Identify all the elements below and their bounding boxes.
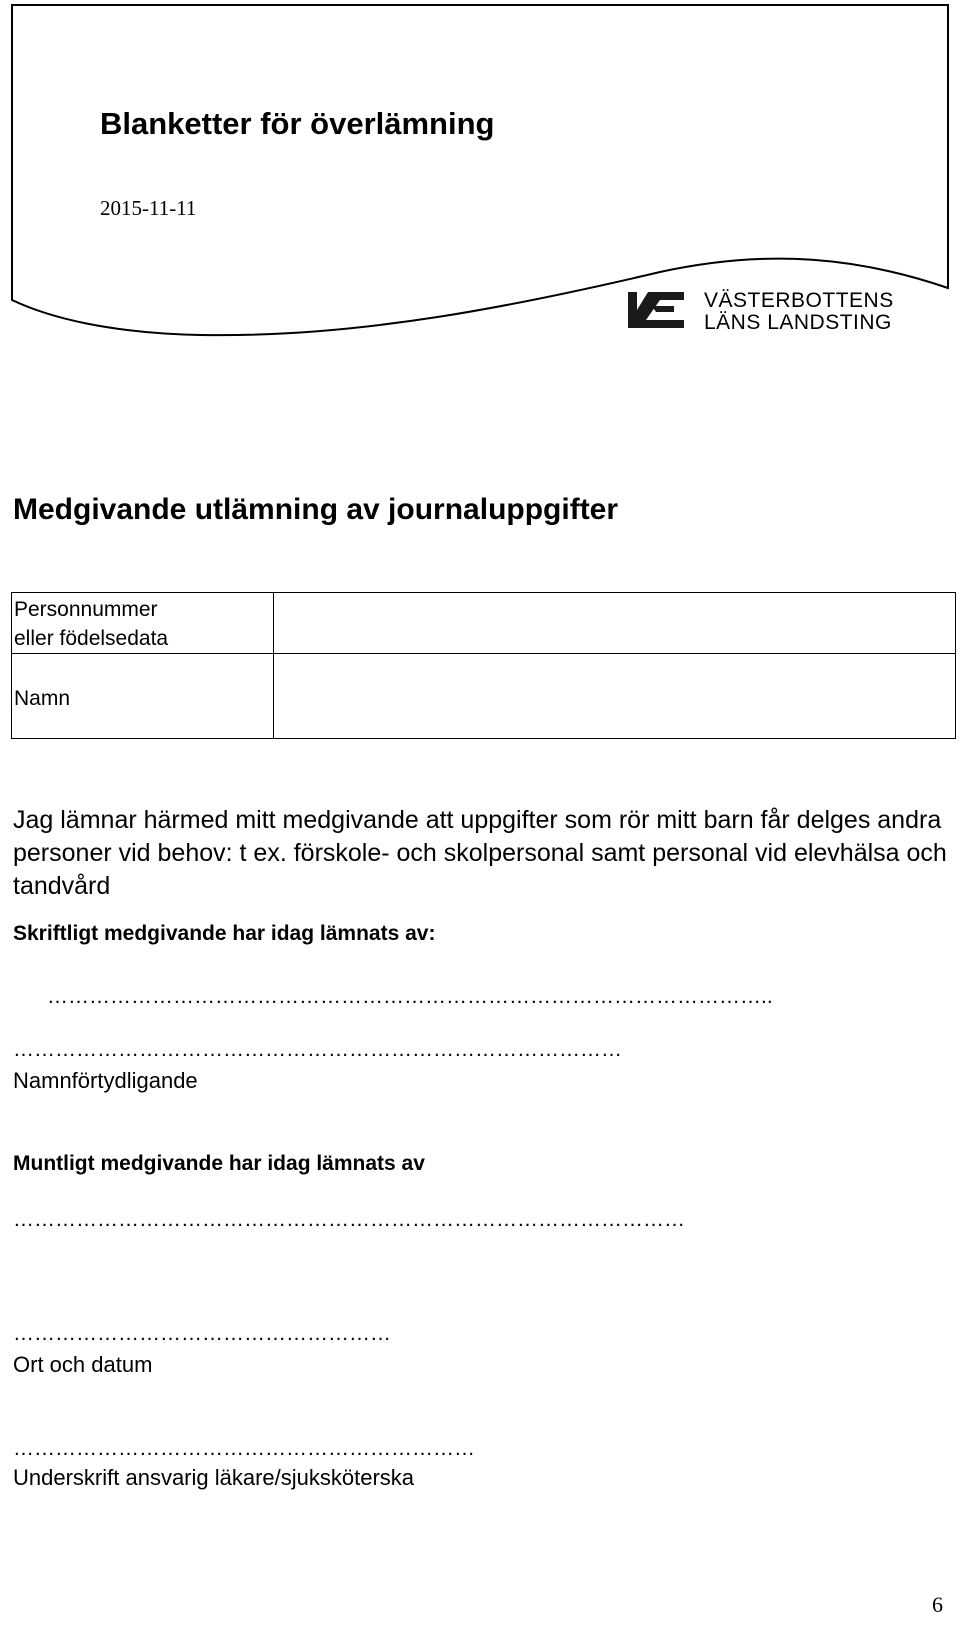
namn-label [12, 654, 274, 739]
written-consent-heading: Skriftligt medgivande har idag lämnats av: [13, 922, 436, 945]
logo-text-line1: VÄSTERBOTTENS [704, 289, 894, 312]
label-line: eller födelsedata [14, 627, 169, 650]
table-row [12, 654, 956, 739]
verbal-consent-heading: Muntligt medgivande har idag lämnats av [13, 1152, 425, 1175]
name-clarification-line[interactable]: …………………………………………………………………………… [13, 1038, 622, 1061]
place-date-line[interactable]: ……………………………………………… [13, 1322, 391, 1345]
place-date-label: Ort och datum [13, 1352, 153, 1377]
personnummer-field[interactable] [274, 593, 956, 654]
signature-label: Underskrift ansvarig läkare/sjuksköterska [13, 1465, 415, 1490]
document-date: 2015-11-11 [100, 196, 197, 220]
verbal-consent-line[interactable]: …………………………………………………………………………………… [13, 1208, 685, 1231]
signature-line[interactable]: ………………………………………………………… [13, 1437, 475, 1460]
name-clarification-label: Namnförtydligande [13, 1068, 198, 1093]
logo-mark-icon [628, 292, 684, 328]
logo-text-line2: LÄNS LANDSTING [704, 311, 892, 334]
page-number: 6 [932, 1592, 943, 1617]
form-title: Medgivande utlämning av journaluppgifter [13, 493, 619, 526]
document-title: Blanketter för överlämning [100, 106, 495, 141]
namn-field[interactable] [274, 654, 956, 739]
written-signature-line[interactable]: ………………………………………………………………………………………….. [47, 985, 773, 1008]
label-line: Personnummer [14, 598, 158, 621]
personnummer-label [12, 593, 274, 654]
label-line: Namn [14, 687, 71, 710]
patient-info-table [11, 592, 956, 739]
table-row [12, 593, 956, 654]
consent-text: Jag lämnar härmed mitt medgivande att uppgifter som rör mitt barn får delges andra personer vid behov: t ex. förskole- och skolpersonal samt personal vid elevhälsa och tandvård [13, 806, 947, 900]
landsting-logo [628, 290, 908, 336]
